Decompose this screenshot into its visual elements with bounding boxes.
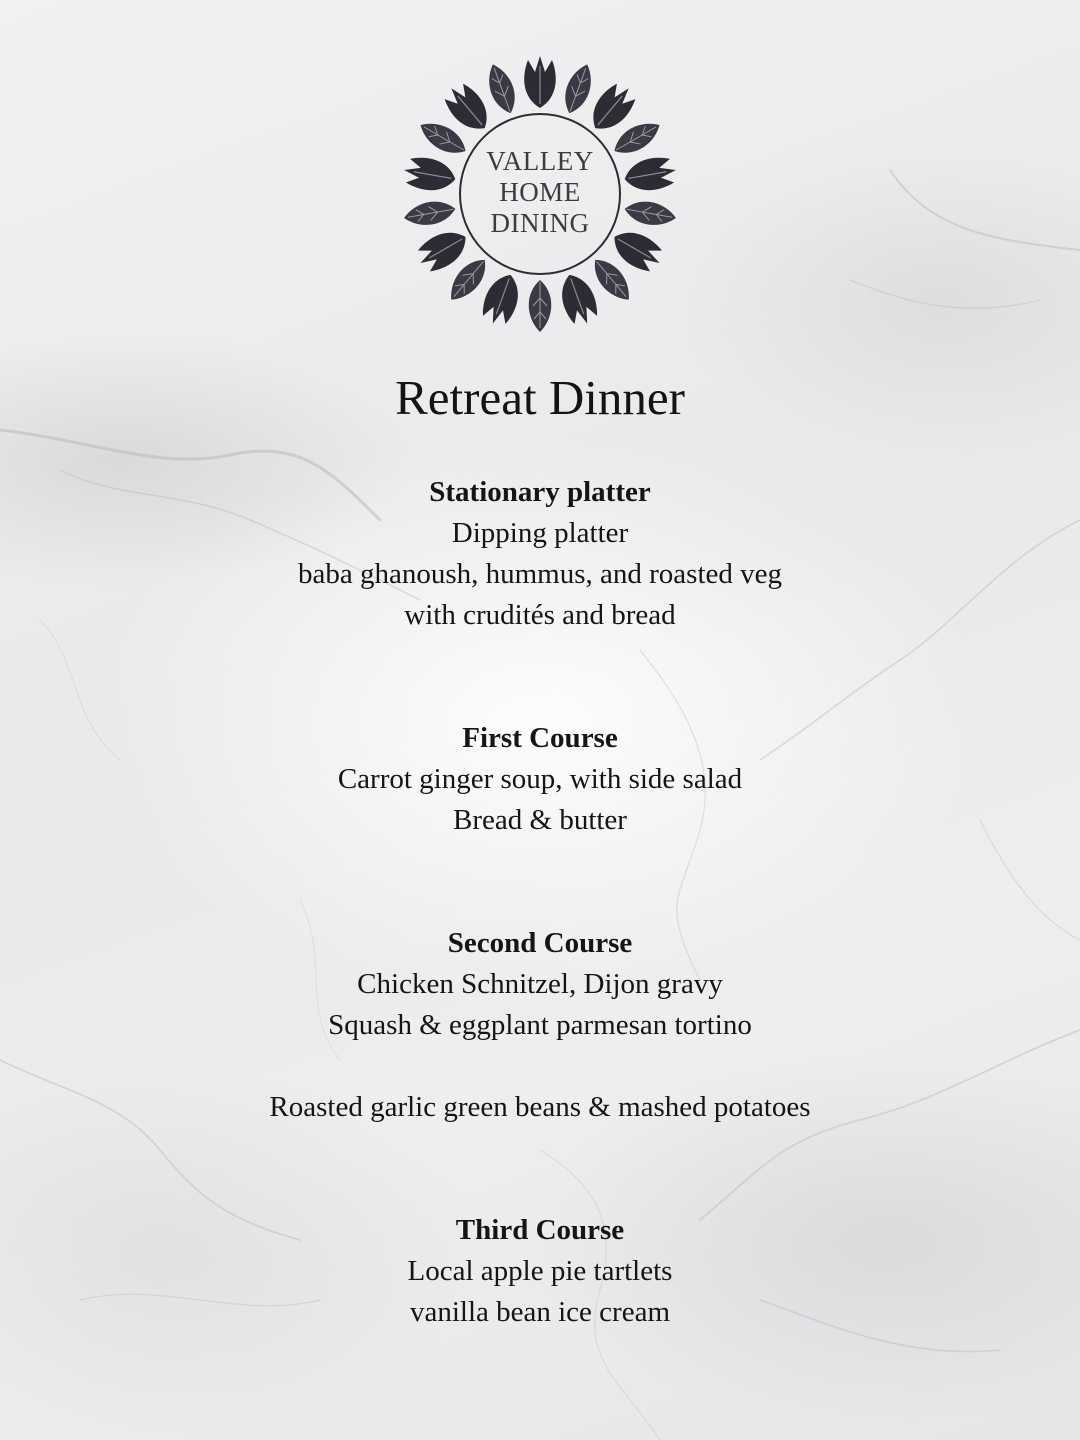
course-item: Carrot ginger soup, with side salad xyxy=(337,763,743,795)
course-stationary-platter xyxy=(0,472,1080,636)
course-spacer xyxy=(0,1046,1080,1087)
course-second xyxy=(0,923,1080,1128)
course-item: Roasted garlic green beans & mashed potatoes xyxy=(269,1091,811,1123)
wreath-leaf xyxy=(559,60,598,117)
course-item: Bread & butter xyxy=(453,804,627,836)
course-heading: First Course xyxy=(462,722,618,754)
course-item: Squash & eggplant parmesan tortino xyxy=(328,1009,752,1041)
brand-name xyxy=(398,146,682,239)
course-item: Dipping platter xyxy=(451,517,629,549)
course-heading: Second Course xyxy=(447,927,633,959)
wreath-leaf xyxy=(482,60,521,117)
brand-line-2: HOME xyxy=(499,177,581,207)
brand-logo xyxy=(398,52,682,336)
course-item: with crudités and bread xyxy=(404,599,676,631)
course-heading: Stationary platter xyxy=(429,476,651,508)
course-item: Chicken Schnitzel, Dijon gravy xyxy=(357,968,723,1000)
brand-line-3: DINING xyxy=(490,208,590,238)
brand-line-1: VALLEY xyxy=(486,146,594,176)
course-third xyxy=(0,1210,1080,1333)
wreath-leaf xyxy=(478,269,525,329)
course-first xyxy=(0,718,1080,841)
wreath-leaf xyxy=(529,280,552,332)
wreath-leaf xyxy=(555,269,602,329)
course-item: baba ghanoush, hummus, and roasted veg xyxy=(297,558,783,590)
menu-title: Retreat Dinner xyxy=(395,370,685,425)
course-item: Local apple pie tartlets xyxy=(407,1255,673,1287)
wreath-leaf xyxy=(524,56,556,108)
course-heading: Third Course xyxy=(455,1214,625,1246)
course-item: vanilla bean ice cream xyxy=(409,1296,671,1328)
